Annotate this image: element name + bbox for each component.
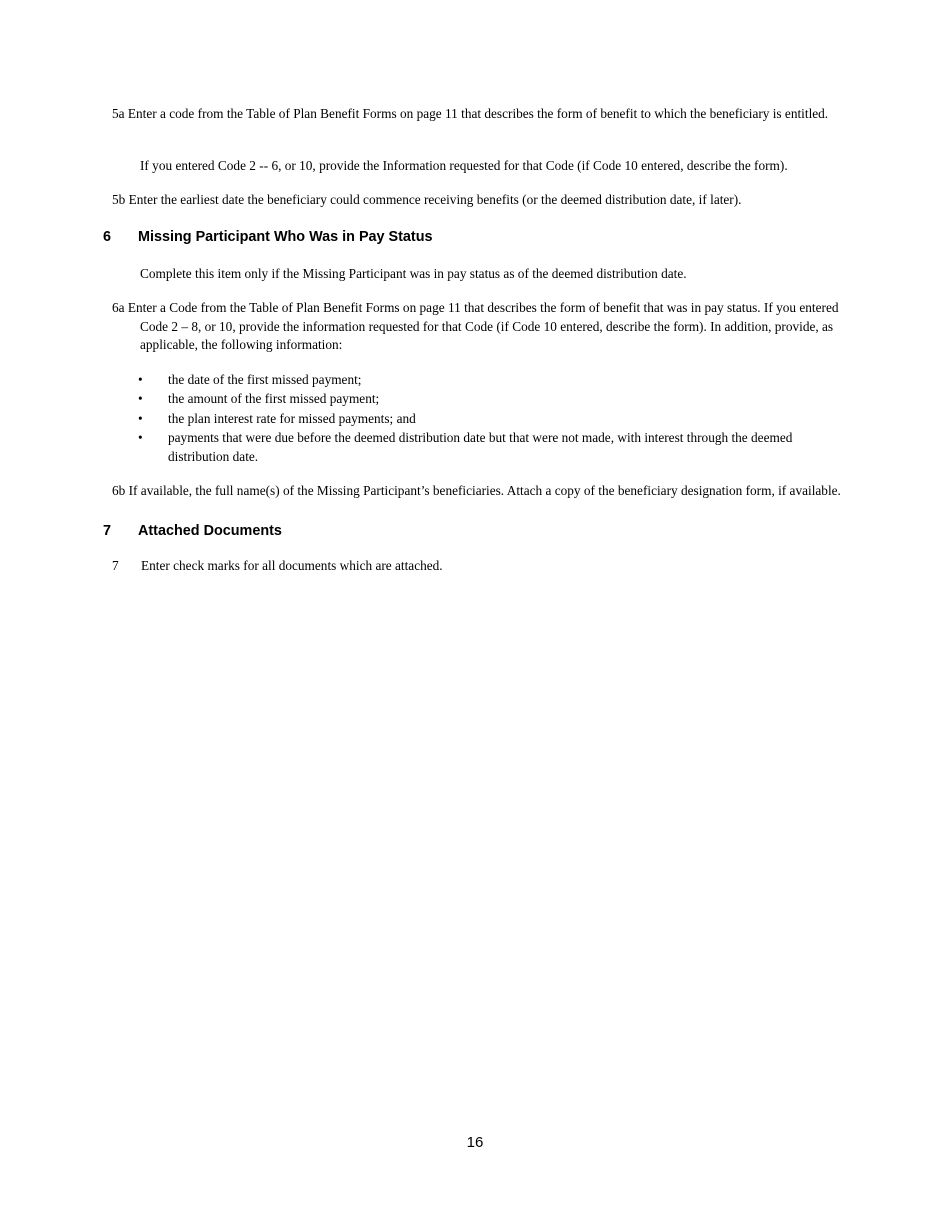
item-5a [112,105,852,124]
bullet-icon: • [138,430,143,446]
bullet-text: the plan interest rate for missed payments; and [168,410,416,426]
item-5b-text: 5b Enter the earliest date the beneficiary could commence receiving benefits (or the deemed distribution date, if later). [112,192,742,207]
item-5a-followup-text: If you entered Code 2 -- 6, or 10, provide the Information requested for that Code (if Code 10 entered, describe the form). [140,158,788,173]
item-5a-text: 5a Enter a code from the Table of Plan Benefit Forms on page 11 that describes the form of benefit to which the beneficiary is entitled. [112,106,829,121]
section-6-number: 6 [103,229,112,245]
item-7-text: Enter check marks for all documents which are attached. [141,558,443,573]
list-item [138,390,838,409]
section-6-intro [140,265,840,284]
item-5b [112,191,852,210]
bullet-text: payments that were due before the deemed distribution date but that were not made, with interest through the deemed distribution date. [168,430,793,464]
item-6a [112,299,864,355]
bullet-icon: • [138,410,143,426]
item-6b-text: 6b If available, the full name(s) of the Missing Participant’s beneficiaries. Attach a copy of the beneficiary designation form, if available. [112,483,841,498]
item-6a-bullet-list [138,371,838,467]
section-7-title: Attached Documents [138,523,282,539]
section-6-title: Missing Participant Who Was in Pay Status [138,229,433,245]
bullet-icon: • [138,372,143,387]
list-item [138,371,838,390]
section-6-intro-text: Complete this item only if the Missing Participant was in pay status as of the deemed distribution date. [140,266,687,281]
list-item [138,410,838,429]
bullet-icon: • [138,391,143,407]
list-item [138,429,838,466]
item-6a-text: 6a Enter a Code from the Table of Plan Benefit Forms on page 11 that describes the form of benefit that was in pay status. If you entered Code 2 – 8, or 10, provide the information requested for that Code (if Code 10 entered, describe the form). In addition, provide, as applicable, the following information: [112,300,839,352]
bullet-text: the amount of the first missed payment; [168,391,380,407]
item-5a-followup [140,157,840,176]
item-7-number: 7 [112,558,119,573]
bullet-text: the date of the first missed payment; [168,372,362,387]
section-7-number: 7 [103,523,112,539]
page-number: 16 [466,1134,484,1151]
item-6b [112,482,862,501]
